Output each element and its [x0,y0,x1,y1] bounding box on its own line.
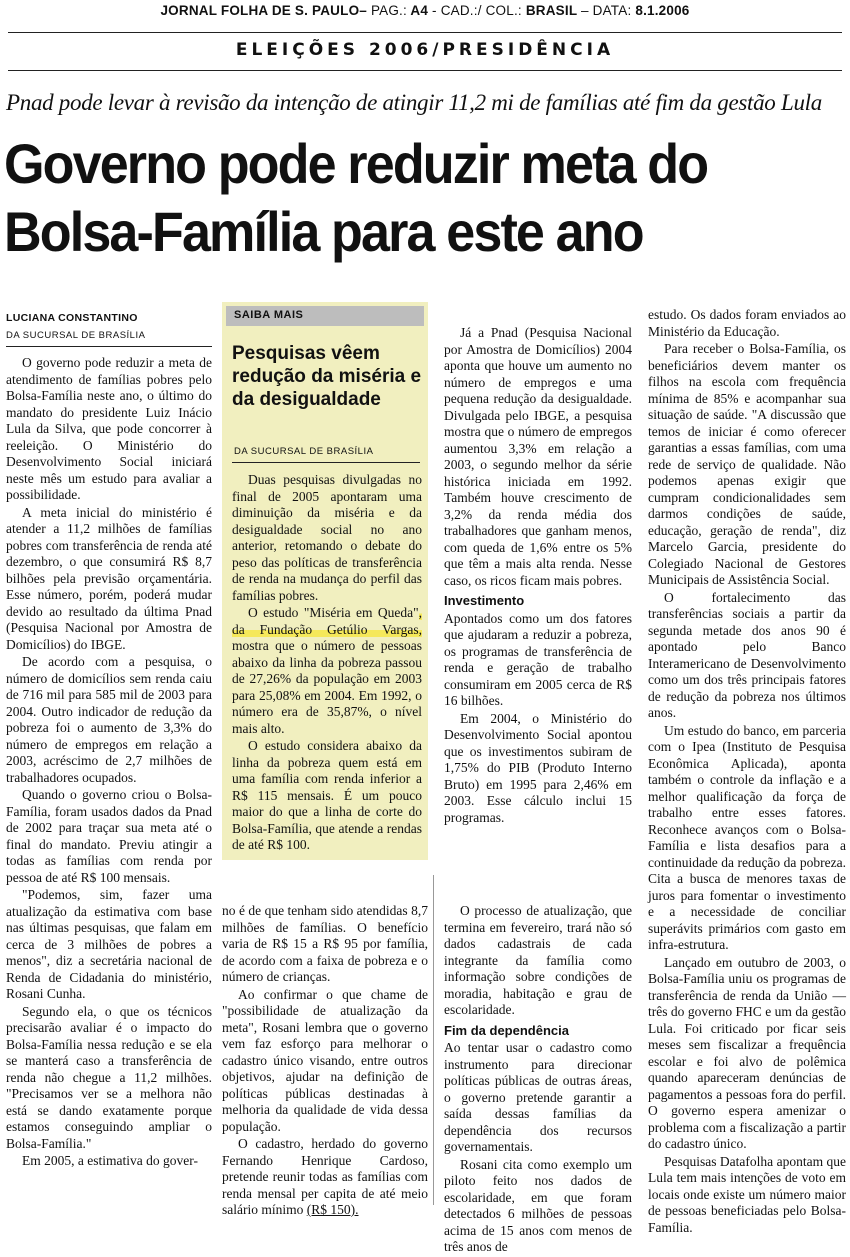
box-bureau: DA SUCURSAL DE BRASÍLIA [234,446,374,457]
headline-line-2: Bolsa-Família para este ano [4,200,643,263]
date-value: 8.1.2006 [635,3,690,18]
paragraph: Rosani cita como exemplo um piloto feito nos dados de escolaridade, em que foram detectados 6 milhões de pessoas acima de 15 anos com menos de três anos de [444,1156,632,1254]
text-span: O estudo "Miséria em Queda" [248,605,419,620]
paragraph: Segundo ela, o que os técnicos precisarão avaliar é o impacto do Bolsa-Família nessa redução e se ela se manterá caso a transferência de renda não chegue a 11,2 milhões. "Precisamos ver se a melhora não está se dando exatamente porque estamos conseguindo ampliar o Bolsa-Família." [6,1003,212,1151]
paragraph: O processo de atualização, que termina em fevereiro, trará não só dados cadastrais de cada integrante da família como informação sobre condições de moradia, habitação e grau de escolaridade. [444,903,632,1017]
paragraph [222,1136,428,1219]
subheading: Investimento [444,593,525,608]
section-rule [8,70,842,71]
column-4 [648,307,846,1237]
headline-line-1: Governo pode reduzir meta do [4,132,708,195]
text-span: O cadastro, herdado do governo Fernando Henrique Cardoso, pretende reunir todas as famílias com renda mensal per capita de até meio salário mínimo [222,1136,428,1217]
paragraph: Em 2005, a estimativa do gover- [22,1153,198,1168]
paragraph: Em 2004, o Ministério do Desenvolvimento Social apontou que os investimentos subiram de 1,75% do PIB (Produto Interno Bruto) em 1995 para 2,46% em 2003. Esse cálculo inclui 15 programas. [444,710,632,825]
byline-rule [6,346,212,347]
page-label: PAG.: [370,3,407,18]
text-span: mostra que o número de pessoas abaixo da linha da pobreza passou de 27,26% da população em 2003 para 25,08% em 2004. Em 1992, o número era de 35,87%, o nível mais alto. [232,638,422,736]
paragraph: De acordo com a pesquisa, o número de domicílios sem renda caiu de 716 mil para 585 mil de 2003 para 2004. Outro indicador de redução da pobreza foi o aumento de 3,3% do número de empregos em relação a 2003, acréscimo de 2,7 milhões de trabalhadores ocupados. [6,654,212,785]
kicker: Pnad pode levar à revisão da intenção de atingir 11,2 mi de famílias até fim da gestão Lula [6,90,822,115]
paragraph: O governo pode reduzir a meta de atendimento de famílias pobres pelo Bolsa-Família neste ano, o último do mandato do presidente Luiz Inácio Lula da Silva, que pode concorrer à reeleição. O Ministério do Desenvolvimento Social iniciará neste mês um estudo para avaliar a possibilidade. [6,355,212,502]
paragraph: Apontados como um dos fatores que ajudaram a reduzir a pobreza, os programas de transferência de renda e geração de trabalho consumiram em 2005 cerca de R$ 16 bilhões. [444,610,632,708]
paragraph: Um estudo do banco, em parceria com o Ipea (Instituto de Pesquisa Econômica Aplicada), aponta também o controle da inflação e a melhor qualificação da força de trabalho entre esses fatores. Reconhece avanços com o Bolsa-Família e lista desafios para a continuidade da redução da pobreza. Cita a busca de menores taxas de juros para fomentar o investimento e a necessidade de conciliar superávits primários com gasto em infra-estrutura. [648,722,846,952]
box-tag: SAIBA MAIS [226,306,424,326]
paragraph: Ao confirmar o que chame de "possibilidade de atualização da meta", Rosani lembra que o governo vem faz esforço para melhorar o cadastro único visando, entre outros objetivos, ajudar na definição de políticas públicas destinadas à melhoria da qualidade de vida dessa população. [222,986,428,1134]
section-title: ELEIÇÕES 2006/PRESIDÊNCIA [235,40,615,60]
paragraph: Lançado em outubro de 2003, o Bolsa-Família uniu os programas de transferência de renda da União —três do governo FHC e um da gestão Lula. Foi criticado por ficar seis meses sem fiscalizar a frequência escolar e foi alvo de polêmica quando apareceram denúncias de pagamentos a pessoas fora do perfil. O governo espera amenizar o problema com a fiscalização a partir do cadastro único. [648,954,846,1151]
highlighted-text: , da Fundação Getúlio Vargas, [232,605,422,637]
paragraph: Duas pesquisas divulgadas no final de 2005 apontaram uma diminuição da miséria e da desigualdade social no ano anterior, retomando o debate do peso das políticas de transferência de renda na mudança do perfil das famílias pobres. [232,472,422,603]
paragraph: Já a Pnad (Pesquisa Nacional por Amostra de Domicílios) 2004 aponta que houve um aumento no número de empregos e uma pequena redução da desigualdade. Divulgada pelo IBGE, a pesquisa mostra que o número de empregos aumentou 3,3% em relação a 2003, o segundo melhor da série histórica iniciada em 1992. Também houve crescimento de 3,2% da renda média dos trabalhadores que ganham menos, com queda de 1,6% entre os 5% que têm a mais alta renda. Nesse caso, os ricos ficam mais pobres. [444,325,632,588]
section-label: - CAD.:/ COL.: [432,3,522,18]
column-3 [444,325,632,827]
paragraph: Ao tentar usar o cadastro como instrumento para direcionar políticas públicas de outras áreas, o governo pretende garantir a saída dessas famílias da dependência dos recursos governamentais. [444,1040,632,1154]
box-rule [232,462,420,463]
box-title: Pesquisas vêem redução da miséria e da desigualdade [232,343,422,410]
paragraph: no é de que tenham sido atendidas 8,7 milhões de famílias. O benefício varia de R$ 15 a R$ 95 por família, de acordo com a faixa de pobreza e o número de crianças. [222,903,428,984]
paragraph: Quando o governo criou o Bolsa-Família, foram usados dados da Pnad de 2002 para traçar sua meta até o final do mandato. Previu atingir a todas as famílias com renda por pessoa de até R$ 100 mensais. [6,787,212,885]
paragraph: Pesquisas Datafolha apontam que Lula tem mais intenções de voto em locais onde existe um número maior de pessoas beneficiadas pelo Bolsa-Família. [648,1153,846,1235]
date-label: – DATA: [580,3,632,18]
page-number: A4 [410,3,429,18]
paragraph: O estudo considera abaixo da linha da pobreza quem está em uma família com renda inferior a R$ 115 mensais. É um pouco maior do que a linha de corte do Bolsa-Família, que atende a rendas de até R$ 100. [232,738,422,852]
bureau: DA SUCURSAL DE BRASÍLIA [6,330,146,341]
paragraph: Para receber o Bolsa-Família, os beneficiários devem manter os filhos na escola com frequência mínima de 85% e acompanhar sua situação de saúde. "A discussão que temos de iniciar é como oferecer garantias a essas famílias, com uma rede de serviço de qualidade. Não podemos apenas exigir que cumpram condicionalidades sem darmos condições de saúde, educação, geração de renda", diz Marcelo Garcia, presidente do Colegiado Nacional de Gestores Municipais de Assistência Social. [648,341,846,587]
column-3-lower [444,903,632,1257]
underlined-text: (R$ 150). [306,1202,359,1217]
column-1 [6,355,212,1171]
headline [4,130,791,266]
header-rule [8,32,842,33]
paragraph: "Podemos, sim, fazer uma atualização da estimativa com base nas últimas pesquisas, que falam em cerca de 3 milhões de pobres a menos", diz a secretária nacional de Renda de Cidadania do ministério, Rosani Cunha. [6,887,212,1001]
paragraph: estudo. Os dados foram enviados ao Ministério da Educação. [648,307,846,339]
paragraph [232,605,422,737]
paragraph: O fortalecimento das transferências sociais a partir da segunda metade dos anos 90 é apontado pelo Banco Interamericano de Desenvolvimento como um dos três principais fatores de redução da pobreza nos últimos anos. [648,589,846,720]
byline: LUCIANA CONSTANTINO [6,312,138,324]
box-body [232,472,422,855]
paper-name: JORNAL FOLHA DE S. PAULO– [160,3,367,18]
column-2-lower [222,903,428,1220]
subheading: Fim da dependência [444,1022,569,1038]
section-name: BRASIL [525,3,578,18]
column-divider [433,875,434,1205]
paragraph: A meta inicial do ministério é atender a 11,2 milhões de famílias pobres com transferência de renda até dezembro, o que consumirá R$ 8,7 bilhões pela previsão orçamentária. Esse número, porém, poderá mudar devido ao resultado da última Pnad (Pesquisa Nacional por Amostra de Domicílios) do IBGE. [6,504,212,652]
newspaper-header [0,3,850,18]
